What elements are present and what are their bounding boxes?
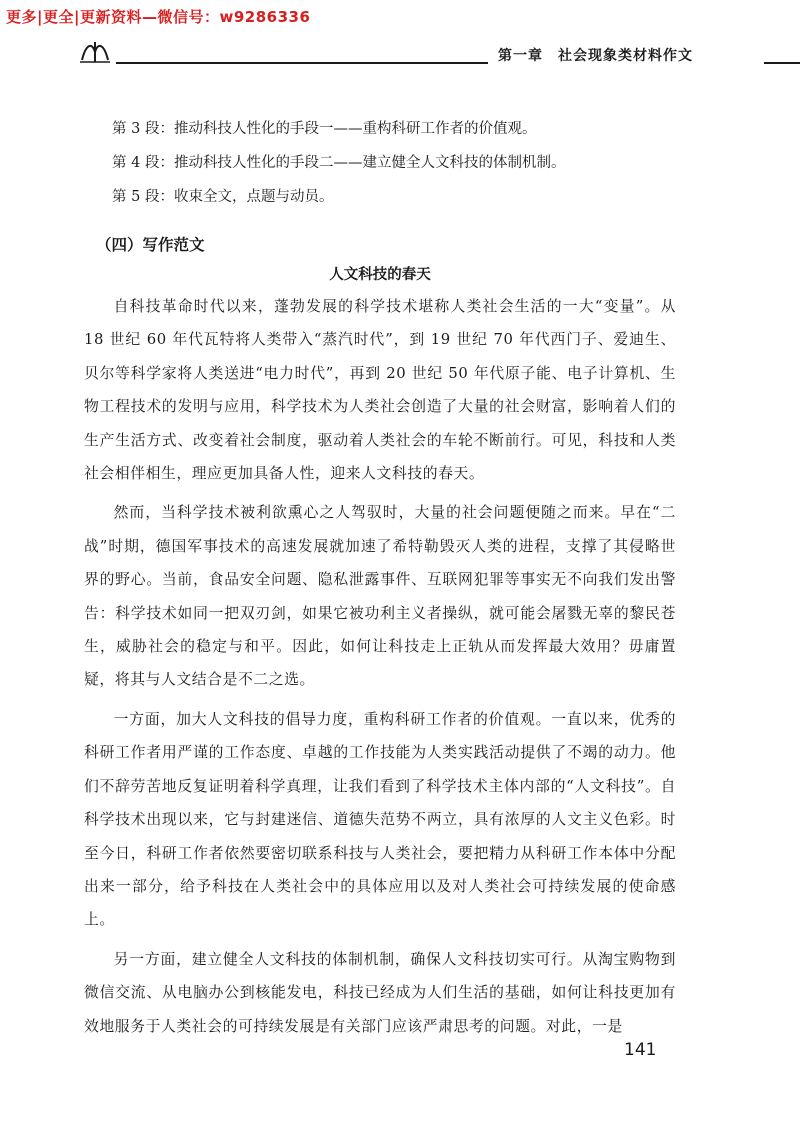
page-header — [78, 36, 800, 76]
page-content — [84, 112, 676, 1049]
outline-item: 第 4 段：推动科技人性化的手段二——建立健全人文科技的体制机制。 — [112, 155, 566, 171]
page-number: 141 — [624, 1040, 657, 1060]
header-rule-right — [764, 62, 800, 64]
book-ornament-icon — [78, 38, 112, 64]
essay-paragraph: 另一方面，建立健全人文科技的体制机制，确保人文科技切实可行。从淘宝购物到微信交流、从电脑办公到核能发电，科技已经成为人们生活的基础，如何让科技更加有效地服务于人类社会的可持续发展是有关部门应该严肃思考的问题。对此，一是 — [84, 950, 676, 1035]
outline-item: 第 5 段：收束全文，点题与动员。 — [112, 189, 334, 205]
chapter-title: 第一章 社会现象类材料作文 — [498, 48, 693, 64]
essay-title: 人文科技的春天 — [329, 267, 431, 283]
section-heading: （四）写作范文 — [96, 236, 205, 254]
essay-paragraph: 然而，当科学技术被利欲熏心之人驾驭时，大量的社会问题便随之而来。早在“二战”时期，德国军事技术的高速发展就加速了希特勒毁灭人类的进程，支撑了其侵略世界的野心。当前，食品安全问题、隐私泄露事件、互联网犯罪等事实无不向我们发出警告：科学技术如同一把双刃剑，如果它被功利主义者操纵，就可能会屠戮无辜的黎民苍生，威胁社会的稳定与和平。因此，如何让科技走上正轨从而发挥最大效用？毋庸置疑，将其与人文结合是不二之选。 — [84, 504, 676, 689]
watermark-text: 更多|更全|更新资料—微信号：w9286336 — [6, 8, 311, 26]
essay-paragraph: 自科技革命时代以来，蓬勃发展的科学技术堪称人类社会生活的一大“变量”。从 18 世纪 60 年代瓦特将人类带入“蒸汽时代”，到 19 世纪 70 年代西门子、爱迪生、贝尔等科学家将人类送进“电力时代”，再到 20 世纪 50 年代原子能、电子计算机、生物工程技术的发明与应用，科学技术为人类社会创造了大量的社会财富，影响着人们的生产生活方式、改变着社会制度，驱动着人类社会的车轮不断前行。可见，科技和人类社会相伴相生，理应更加具备人性，迎来人文科技的春天。 — [84, 298, 676, 483]
header-rule-left — [116, 62, 488, 64]
outline-item: 第 3 段：推动科技人性化的手段一——重构科研工作者的价值观。 — [112, 121, 537, 137]
essay-paragraph: 一方面，加大人文科技的倡导力度，重构科研工作者的价值观。一直以来，优秀的科研工作者用严谨的工作态度、卓越的工作技能为人类实践活动提供了不竭的动力。他们不辞劳苦地反复证明着科学真理，让我们看到了科学技术主体内部的“人文科技”。自科学技术出现以来，它与封建迷信、道德失范势不两立，具有浓厚的人文主义色彩。时至今日，科研工作者依然要密切联系科技与人类社会，要把精力从科研工作本体中分配出来一部分，给予科技在人类社会中的具体应用以及对人类社会可持续发展的使命感上。 — [84, 710, 676, 929]
